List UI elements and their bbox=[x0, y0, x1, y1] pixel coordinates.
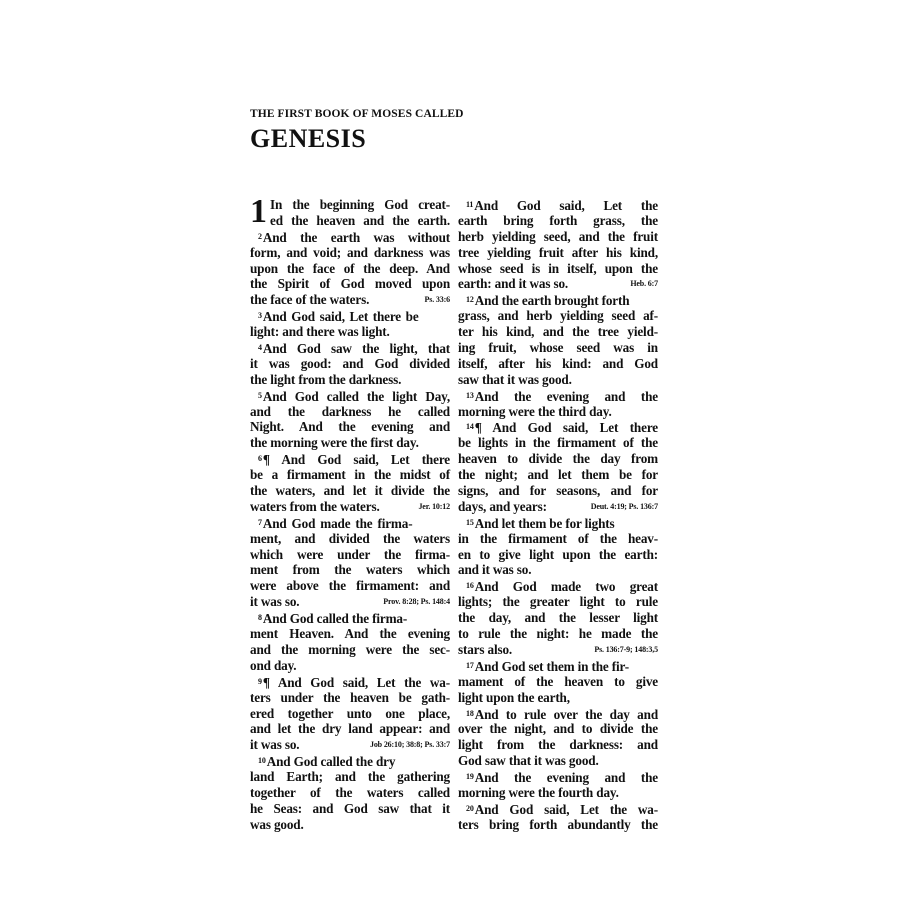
line-text: earth: and it was so. bbox=[458, 276, 569, 292]
text-line bbox=[250, 785, 450, 801]
verse-number: 18 bbox=[466, 708, 474, 718]
line-text: the night; and let them be for bbox=[458, 467, 658, 483]
text-line bbox=[458, 435, 658, 451]
text-line bbox=[458, 721, 658, 737]
text-line bbox=[458, 467, 658, 483]
text-line bbox=[458, 245, 658, 261]
line-text: And let them be for lights bbox=[474, 515, 615, 531]
line-text: form, and void; and darkness was bbox=[250, 244, 450, 260]
text-line bbox=[458, 594, 658, 610]
text-line bbox=[250, 817, 450, 833]
text-line bbox=[250, 642, 450, 658]
line-text: Night. And the evening and bbox=[250, 419, 450, 435]
line-text: mament of the heaven to give bbox=[458, 673, 658, 689]
text-line bbox=[250, 737, 450, 753]
verse-number: 8 bbox=[258, 613, 262, 623]
text-line bbox=[250, 308, 450, 324]
verse-number: 14 bbox=[466, 422, 474, 432]
text-line bbox=[250, 292, 450, 308]
text-line bbox=[250, 721, 450, 737]
line-text: herb yielding seed, and the fruit bbox=[458, 228, 658, 244]
cross-reference: Job 26:10; 38:8; Ps. 33:7 bbox=[369, 740, 450, 750]
text-line bbox=[458, 388, 658, 404]
book-supertitle: THE FIRST BOOK OF MOSES CALLED bbox=[250, 108, 464, 120]
text-line bbox=[250, 324, 450, 340]
text-line bbox=[250, 690, 450, 706]
text-line bbox=[458, 610, 658, 626]
text-line bbox=[458, 642, 658, 658]
line-text: light upon the earth, bbox=[458, 689, 570, 705]
verse-number: 12 bbox=[466, 295, 474, 305]
line-text: And the earth was without bbox=[262, 229, 450, 245]
text-line bbox=[458, 626, 658, 642]
line-text: ed the heaven and the earth. bbox=[270, 212, 450, 228]
line-text: and the darkness he called bbox=[250, 403, 450, 419]
text-line bbox=[250, 245, 450, 261]
text-line bbox=[458, 261, 658, 277]
verse-number: 20 bbox=[466, 803, 474, 813]
verse-number: 19 bbox=[466, 772, 474, 782]
line-text: grass, and herb yielding seed af- bbox=[458, 308, 658, 324]
text-line bbox=[458, 276, 658, 292]
line-text: And God called the firma- bbox=[262, 611, 408, 627]
line-text: which were under the firma- bbox=[250, 546, 450, 562]
verse-number: 10 bbox=[258, 756, 266, 766]
line-text: And God made the firma- bbox=[262, 515, 413, 531]
line-text: earth bring forth grass, the bbox=[458, 212, 658, 228]
book-title: GENESIS bbox=[250, 124, 367, 153]
line-text: and let the dry land appear: and bbox=[250, 721, 450, 737]
text-line bbox=[458, 531, 658, 547]
text-line bbox=[458, 451, 658, 467]
page-header bbox=[250, 108, 658, 154]
text-line bbox=[458, 690, 658, 706]
text-line bbox=[250, 388, 450, 404]
line-text: And the evening and the bbox=[474, 388, 658, 404]
line-text: the Spirit of God moved upon bbox=[250, 276, 450, 292]
line-text: was good. bbox=[250, 816, 304, 832]
line-text: light from the darkness: and bbox=[458, 737, 658, 753]
text-line bbox=[250, 706, 450, 722]
text-line bbox=[250, 594, 450, 610]
line-text: And God said, Let the bbox=[474, 198, 658, 213]
line-text: the morning were the first day. bbox=[250, 435, 419, 451]
text-line bbox=[458, 817, 658, 833]
text-line bbox=[250, 372, 450, 388]
text-line bbox=[458, 515, 658, 531]
text-line bbox=[250, 499, 450, 515]
line-text: the day, and the lesser light bbox=[458, 610, 658, 626]
text-line bbox=[250, 340, 450, 356]
text-line bbox=[250, 229, 450, 245]
line-text: be lights in the firmament of the bbox=[458, 435, 658, 451]
line-text: heaven to divide the day from bbox=[458, 451, 658, 467]
verse-number: 4 bbox=[258, 343, 262, 353]
line-text: And the earth brought forth bbox=[474, 293, 630, 309]
line-text: signs, and for seasons, and for bbox=[458, 483, 658, 499]
line-text: together of the waters called bbox=[250, 784, 450, 800]
cross-reference: Ps. 136:7-9; 148:3,5 bbox=[594, 644, 658, 654]
line-text: morning were the third day. bbox=[458, 403, 612, 419]
cross-reference: Jer. 10:12 bbox=[418, 501, 450, 511]
text-line bbox=[458, 419, 658, 435]
text-line bbox=[458, 229, 658, 245]
cross-reference: Prov. 8:28; Ps. 148:4 bbox=[383, 597, 450, 607]
text-line bbox=[458, 213, 658, 229]
text-line bbox=[458, 483, 658, 499]
text-line bbox=[250, 578, 450, 594]
line-text: it was so. bbox=[250, 594, 300, 610]
line-text: stars also. bbox=[458, 641, 513, 657]
text-line bbox=[458, 801, 658, 817]
text-line bbox=[250, 531, 450, 547]
text-line bbox=[458, 753, 658, 769]
right-column bbox=[458, 197, 658, 833]
text-line bbox=[458, 308, 658, 324]
line-text: waters from the waters. bbox=[250, 498, 380, 514]
line-text: ment Heaven. And the evening bbox=[250, 626, 450, 642]
text-line bbox=[458, 737, 658, 753]
line-text: In the beginning God creat- bbox=[270, 197, 450, 212]
line-text: ered together unto one place, bbox=[250, 705, 450, 721]
verse-number: 6 bbox=[258, 454, 262, 464]
verse-number: 2 bbox=[258, 231, 262, 241]
text-line bbox=[458, 562, 658, 578]
text-line bbox=[458, 404, 658, 420]
text-line bbox=[250, 404, 450, 420]
text-line bbox=[250, 610, 450, 626]
line-text: light: and there was light. bbox=[250, 324, 390, 340]
verse-number: 9 bbox=[258, 676, 262, 686]
line-text: it was good: and God divided bbox=[250, 355, 450, 371]
line-text: and the morning were the sec- bbox=[250, 641, 450, 657]
text-line bbox=[250, 261, 450, 277]
line-text: morning were the fourth day. bbox=[458, 784, 619, 800]
line-text: And to rule over the day and bbox=[474, 706, 658, 722]
line-text: And God called the light Day, bbox=[262, 388, 450, 404]
line-text: the waters, and let it divide the bbox=[250, 483, 450, 499]
line-text: ¶ And God said, Let the wa- bbox=[262, 674, 450, 690]
verse-number: 3 bbox=[258, 311, 262, 321]
line-text: he Seas: and God saw that it bbox=[250, 800, 450, 816]
line-text: upon the face of the deep. And bbox=[250, 260, 450, 276]
text-line bbox=[250, 467, 450, 483]
left-column bbox=[250, 193, 450, 833]
text-line bbox=[250, 515, 450, 531]
text-line bbox=[250, 626, 450, 642]
chapter-number: 1 bbox=[250, 193, 267, 230]
text-line bbox=[250, 674, 450, 690]
text-line bbox=[250, 419, 450, 435]
line-text: ¶ And God said, Let there bbox=[474, 420, 658, 436]
text-line bbox=[458, 340, 658, 356]
line-text: saw that it was good. bbox=[458, 371, 572, 387]
text-line bbox=[250, 753, 450, 769]
line-text: ond day. bbox=[250, 657, 297, 673]
text-line bbox=[458, 499, 658, 515]
verse-number: 5 bbox=[258, 390, 262, 400]
line-text: lights; the greater light to rule bbox=[458, 594, 658, 610]
line-text: tree yielding fruit after his kind, bbox=[458, 244, 658, 260]
text-line bbox=[458, 674, 658, 690]
text-line bbox=[458, 658, 658, 674]
text-line bbox=[458, 785, 658, 801]
line-text: land Earth; and the gathering bbox=[250, 769, 450, 785]
line-text: to rule the night: he made the bbox=[458, 626, 658, 642]
verse-number: 16 bbox=[466, 581, 474, 591]
line-text: en to give light upon the earth: bbox=[458, 546, 658, 562]
text-line bbox=[250, 213, 450, 229]
line-text: itself, after his kind: and God bbox=[458, 355, 658, 371]
line-text: And God saw the light, that bbox=[262, 341, 450, 357]
text-line bbox=[250, 356, 450, 372]
text-line bbox=[250, 658, 450, 674]
text-line bbox=[458, 578, 658, 594]
text-line bbox=[250, 435, 450, 451]
text-line bbox=[250, 451, 450, 467]
text-line bbox=[458, 356, 658, 372]
text-line bbox=[458, 547, 658, 563]
line-text: God saw that it was good. bbox=[458, 753, 599, 769]
verse-number: 15 bbox=[466, 517, 474, 527]
line-text: in the firmament of the heav- bbox=[458, 530, 658, 546]
text-line bbox=[458, 197, 658, 213]
line-text: And God set them in the fir- bbox=[474, 658, 629, 674]
text-line bbox=[250, 547, 450, 563]
line-text: And God said, Let there be bbox=[262, 309, 419, 325]
line-text: ¶ And God said, Let there bbox=[262, 452, 450, 468]
verse-number: 11 bbox=[466, 200, 474, 209]
text-line bbox=[458, 769, 658, 785]
text-line bbox=[250, 801, 450, 817]
line-text: ters under the heaven be gath- bbox=[250, 689, 450, 705]
line-text: And God said, Let the wa- bbox=[474, 801, 658, 817]
cross-reference: Deut. 4:19; Ps. 136:7 bbox=[590, 501, 658, 511]
cross-reference: Ps. 33:6 bbox=[424, 295, 450, 305]
line-text: it was so. bbox=[250, 737, 300, 753]
verse-number: 13 bbox=[466, 390, 474, 400]
line-text: And God called the dry bbox=[266, 754, 396, 770]
cross-reference: Heb. 6:7 bbox=[630, 279, 658, 289]
line-text: ment from the waters which bbox=[250, 562, 450, 578]
line-text: were above the firmament: and bbox=[250, 578, 450, 594]
line-text: over the night, and to divide the bbox=[458, 721, 658, 737]
line-text: ters bring forth abundantly the bbox=[458, 816, 658, 832]
line-text: and it was so. bbox=[458, 562, 532, 578]
line-text: the light from the darkness. bbox=[250, 371, 402, 387]
text-line bbox=[250, 197, 450, 213]
line-text: ter his kind, and the tree yield- bbox=[458, 324, 658, 340]
line-text: days, and years: bbox=[458, 498, 547, 514]
text-line bbox=[250, 276, 450, 292]
line-text: ment, and divided the waters bbox=[250, 530, 450, 546]
text-line bbox=[250, 769, 450, 785]
text-line bbox=[250, 483, 450, 499]
line-text: whose seed is in itself, upon the bbox=[458, 260, 658, 276]
text-line bbox=[458, 292, 658, 308]
text-line bbox=[458, 324, 658, 340]
text-line bbox=[250, 562, 450, 578]
text-line bbox=[458, 372, 658, 388]
verse-number: 7 bbox=[258, 517, 262, 527]
verse-number: 17 bbox=[466, 660, 474, 670]
line-text: And the evening and the bbox=[474, 770, 658, 786]
line-text: be a firmament in the midst of bbox=[250, 467, 450, 483]
line-text: ing fruit, whose seed was in bbox=[458, 340, 658, 356]
text-line bbox=[458, 706, 658, 722]
line-text: And God made two great bbox=[474, 579, 658, 595]
line-text: the face of the waters. bbox=[250, 292, 370, 308]
